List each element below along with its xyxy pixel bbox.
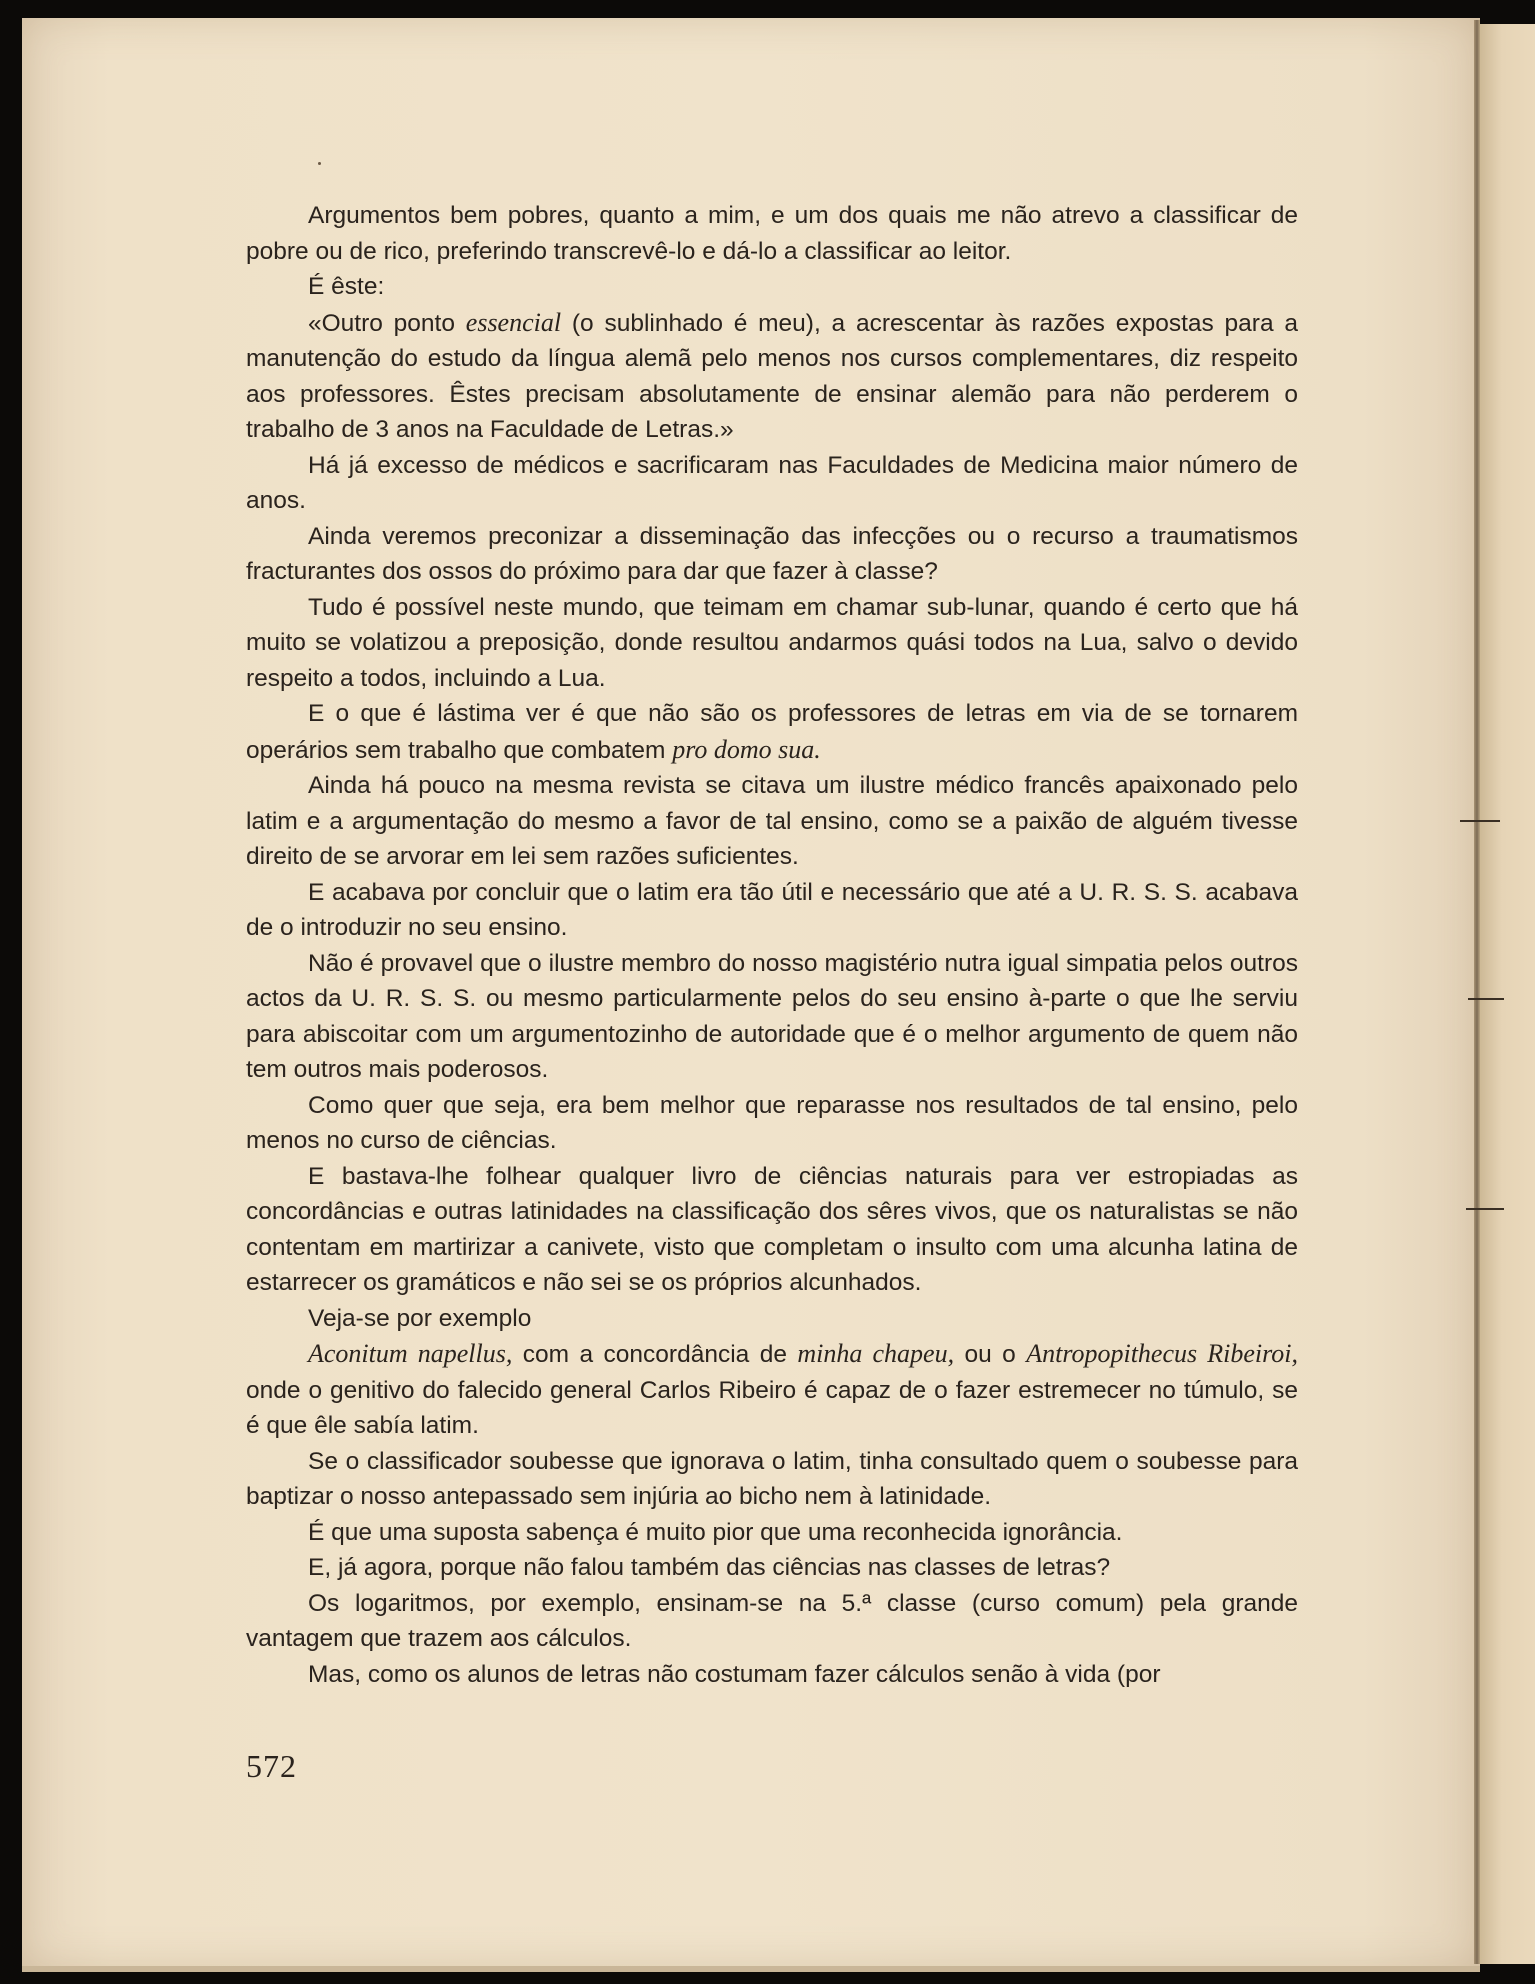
adjacent-page-edge xyxy=(1480,24,1535,1964)
text-run: ou o xyxy=(954,1341,1027,1368)
text-run: Não é provavel que o ilustre membro do nosso magistério nutra igual simpatia pelos outros actos da U. R. S. S. ou mesmo particularmente pelos do seu ensino à-parte o que lhe serviu para abiscoitar com um argumentozinho de autoridade que é o melhor argumento de quem não tem outros mais poderosos. xyxy=(246,949,1298,1083)
paragraph xyxy=(246,198,1298,269)
text-run: «Outro ponto xyxy=(308,309,466,337)
paragraph xyxy=(246,519,1298,590)
paper-speck xyxy=(318,162,321,165)
text-run: Argumentos bem pobres, quanto a mim, e um dos quais me não atrevo a classificar de pobre ou de rico, preferindo transcrevê-lo e dá-lo a classificar ao leitor. xyxy=(246,202,1298,265)
text-run: E bastava-lhe folhear qualquer livro de ciências naturais para ver estropiadas as concordâncias e outras latinidades na classificação dos sêres vivos, que os naturalistas se não contentam em martirizar a canivete, visto que completam o insulto com uma alcunha latina de estarrecer os gramáticos e não sei se os próprios alcunhados. xyxy=(246,1162,1298,1296)
text-run: Como quer que seja, era bem melhor que reparasse nos resultados de tal ensino, pelo menos no curso de ciências. xyxy=(246,1091,1298,1154)
page-number: 572 xyxy=(246,1748,297,1784)
text-run: Ainda veremos preconizar a disseminação das infecções ou o recurso a traumatismos fracturantes dos ossos do próximo para dar que fazer à classe? xyxy=(246,522,1298,585)
text-run: Ainda há pouco na mesma revista se citava um ilustre médico francês apaixonado pelo latim e a argumentação do mesmo a favor de tal ensino, como se a paixão de alguém tivesse direito de se arvorar em lei sem razões suficientes. xyxy=(246,772,1298,870)
italic-text: pro domo sua. xyxy=(672,734,821,764)
text-run: E o que é lástima ver é que não são os professores de letras em via de se tornarem operários sem trabalho que combatem xyxy=(246,700,1298,764)
margin-mark xyxy=(1466,1208,1504,1210)
paragraph xyxy=(246,1657,1298,1693)
paragraph xyxy=(246,1159,1298,1301)
paragraph xyxy=(246,696,1298,768)
text-run: E, já agora, porque não falou também das ciências nas classes de letras? xyxy=(308,1554,1111,1581)
text-run: E acabava por concluir que o latim era tão útil e necessário que até a U. R. S. S. acabava de o introduzir no seu ensino. xyxy=(246,878,1298,941)
paragraph xyxy=(246,875,1298,946)
text-run: É êste: xyxy=(308,273,385,300)
italic-text: Aconitum napellus, xyxy=(308,1339,513,1368)
text-run: Veja-se por exemplo xyxy=(308,1304,532,1332)
text-run: Os logaritmos, por exemplo, ensinam-se na 5.ª classe (curso comum) pela grande vantagem que trazem aos cálculos. xyxy=(246,1589,1298,1652)
paragraph xyxy=(246,305,1298,448)
text-run: com a concordância de xyxy=(512,1341,798,1368)
paragraph xyxy=(246,1444,1298,1515)
paragraph xyxy=(246,1550,1298,1586)
text-run: Tudo é possível neste mundo, que teimam em chamar sub-lunar, quando é certo que há muito se volatizou a preposição, donde resultou andarmos quási todos na Lua, salvo o devido respeito a todos, incluindo a Lua. xyxy=(246,593,1298,692)
page-bottom-edge xyxy=(22,1966,1480,1972)
paragraph xyxy=(246,1515,1298,1551)
margin-mark xyxy=(1460,820,1500,822)
margin-mark xyxy=(1468,998,1504,1000)
paragraph xyxy=(246,269,1298,305)
text-run: É que uma suposta sabença é muito pior que uma reconhecida ignorância. xyxy=(308,1518,1123,1546)
paragraph xyxy=(246,1586,1298,1657)
paragraph xyxy=(246,946,1298,1088)
paragraph xyxy=(246,1088,1298,1159)
text-run: (o sublinhado é meu), a acrescentar às razões expostas para a manutenção do estudo da língua alemã pelo menos nos cursos complementares, diz respeito aos professores. Êstes precisam absolutamente de ensinar alemão para não perderem o trabalho de 3 anos na Faculdade de Letras.» xyxy=(246,309,1298,443)
paragraph xyxy=(246,1301,1298,1337)
italic-text: minha chapeu, xyxy=(797,1339,955,1368)
italic-text: essencial xyxy=(465,307,562,337)
text-run: Se o classificador soubesse que ignorava o latim, tinha consultado quem o soubesse para baptizar o nosso antepassado sem injúria ao bicho nem à latinidade. xyxy=(246,1447,1298,1510)
italic-text: Antropopithecus Ribeiroi, xyxy=(1026,1339,1298,1368)
text-run: Mas, como os alunos de letras não costumam fazer cálculos senão à vida (por xyxy=(308,1660,1161,1688)
paragraph xyxy=(246,448,1298,519)
text-run: Há já excesso de médicos e sacrificaram nas Faculdades de Medicina maior número de anos. xyxy=(246,451,1298,514)
text-run: onde o genitivo do falecido general Carlos Ribeiro é capaz de o fazer estremecer no túmulo, se é que êle sabía latim. xyxy=(246,1376,1298,1439)
paragraph xyxy=(246,1336,1298,1444)
body-text xyxy=(246,198,1298,1692)
paragraph xyxy=(246,590,1298,697)
paragraph xyxy=(246,768,1298,875)
